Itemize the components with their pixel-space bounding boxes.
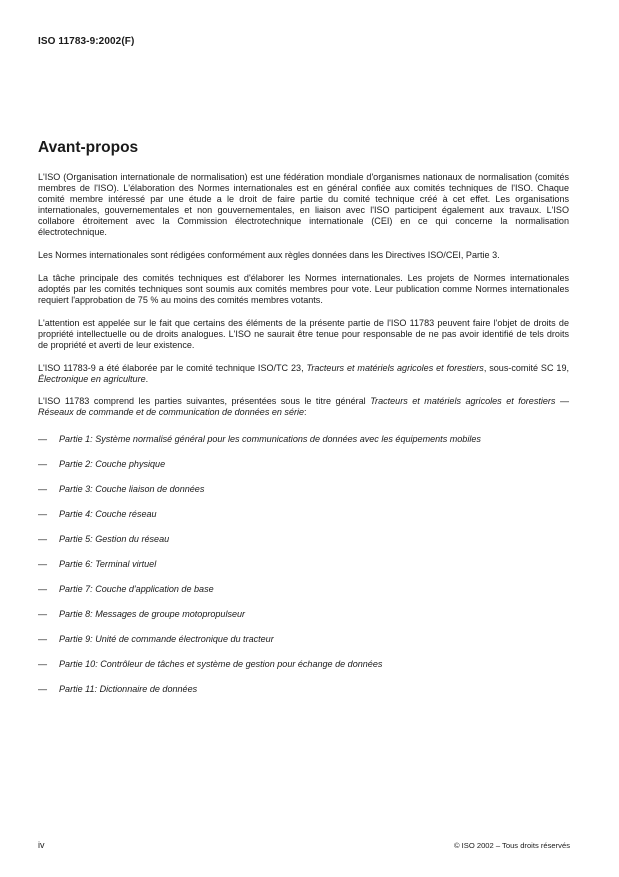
text-run: : (304, 407, 307, 418)
subcommittee-title: Électronique en agriculture (38, 373, 146, 384)
dash-bullet: — (38, 683, 48, 694)
list-item (38, 509, 569, 534)
dash-bullet: — (38, 458, 48, 469)
list-item (38, 559, 569, 584)
foreword-body (38, 172, 569, 709)
part-label: Partie 2: Couche physique (59, 458, 166, 469)
list-item (38, 434, 569, 459)
text-run: L'ISO 11783-9 a été élaborée par le comité technique ISO/TC 23, (38, 362, 307, 373)
document-header-id: ISO 11783-9:2002(F) (38, 36, 135, 47)
dash-bullet: — (38, 558, 48, 569)
committee-title: Tracteurs et matériels agricoles et forestiers (306, 362, 484, 373)
section-title: Avant-propos (38, 139, 139, 156)
page-number: iv (38, 840, 45, 850)
part-label: Partie 9: Unité de commande électronique du tracteur (59, 633, 274, 644)
list-item (38, 584, 569, 609)
part-label: Partie 5: Gestion du réseau (59, 533, 170, 544)
part-label: Partie 10: Contrôleur de tâches et système de gestion pour échange de données (59, 658, 383, 669)
paragraph-technical-committees: La tâche principale des comités techniques est d'élaborer les Normes internationales. Les projets de Normes internationales adoptés par les comités techniques sont soumis aux comités membres pour vote. Leur publication comme Normes internationales requiert l'approbation de 75 % au moins des comités membres votants. (38, 272, 569, 306)
list-item (38, 459, 569, 484)
list-item (38, 659, 569, 684)
part-label: Partie 8: Messages de groupe motopropulseur (59, 608, 246, 619)
dash-bullet: — (38, 658, 48, 669)
part-label: Partie 1: Système normalisé général pour les communications de données avec les équipements mobiles (59, 433, 481, 444)
part-label: Partie 4: Couche réseau (59, 508, 157, 519)
paragraph-prepared-by (38, 363, 569, 385)
paragraph-drafting-rules: Les Normes internationales sont rédigées conformément aux règles données dans les Directives ISO/CEI, Partie 3. (38, 250, 500, 261)
general-title: Tracteurs et matériels agricoles et forestiers — Réseaux de commande et de communication de données en série (38, 396, 569, 418)
dash-bullet: — (38, 583, 48, 594)
list-item (38, 484, 569, 509)
text-run: , sous-comité SC 19, (483, 362, 569, 373)
parts-list (38, 434, 569, 709)
copyright-notice: © ISO 2002 – Tous droits réservés (453, 841, 570, 850)
dash-bullet: — (38, 483, 48, 494)
text-run: L'ISO 11783 comprend les parties suivantes, présentées sous le titre général (38, 396, 371, 407)
paragraph-parts-intro (38, 396, 569, 418)
list-item (38, 684, 569, 709)
paragraph-patent-rights: L'attention est appelée sur le fait que certains des éléments de la présente partie de l'ISO 11783 peuvent faire l'objet de droits de propriété intellectuelle ou de droits analogues. L'ISO ne saurait être tenue pour responsable de ne pas avoir identifié de tels droits de propriété et averti de leur existence. (38, 317, 569, 350)
dash-bullet: — (38, 633, 48, 644)
list-item (38, 534, 569, 559)
part-label: Partie 6: Terminal virtuel (59, 558, 157, 569)
dash-bullet: — (38, 608, 48, 619)
paragraph-iso-organisation: L'ISO (Organisation internationale de normalisation) est une fédération mondiale d'organismes nationaux de normalisation (comités membres de l'ISO). L'élaboration des Normes internationales est en général confiée aux comités techniques de l'ISO. Chaque comité membre intéressé par une étude a le droit de faire partie du comité technique créé à cet effet. Les organisations internationales, gouvernementales et non gouvernementales, en liaison avec l'ISO participent également aux travaux. L'ISO collabore étroitement avec la Commission électrotechnique internationale (CEI) en ce qui concerne la normalisation électrotechnique. (38, 172, 569, 238)
dash-bullet: — (38, 533, 48, 544)
part-label: Partie 11: Dictionnaire de données (59, 683, 198, 694)
part-label: Partie 7: Couche d'application de base (59, 583, 214, 594)
text-run: . (145, 373, 149, 384)
list-item (38, 634, 569, 659)
list-item (38, 609, 569, 634)
part-label: Partie 3: Couche liaison de données (59, 483, 205, 494)
dash-bullet: — (38, 433, 48, 444)
dash-bullet: — (38, 508, 48, 519)
